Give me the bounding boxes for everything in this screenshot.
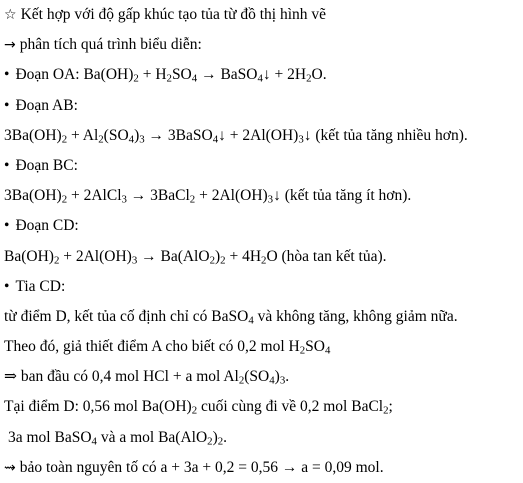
conclusion-text: bảo toàn nguyên tố có a + 3a + 0,2 = 0,56 → a = 0,09 mol. (19, 458, 384, 476)
segment-oa-line (4, 60, 519, 90)
segment-ab-label: Đoạn AB: (15, 96, 78, 114)
ray-cd-text-1: từ điểm D, kết tủa cố định chỉ có BaSO$_4$ và không tăng, không giảm nữa. (4, 307, 458, 327)
ray-cd-text-4: Tại điểm D: 0,56 mol $Ba(OH)_2$ cuối cùng đi về 0,2 mol BaCl$_2$; (4, 398, 393, 418)
right-arrow-icon: → (4, 37, 16, 54)
ray-cd-text-5: 3a mol BaSO$_4$ và a mol $Ba(AlO_2)_2$. (8, 428, 228, 448)
segment-ab-equation: $3Ba(OH)_2 + Al_2(SO_4)_3$ → 3BaSO$_4$↓ + $2Al(OH)_3↓$ (kết tủa tăng nhiều hơn). (4, 126, 468, 146)
intro-line (4, 0, 519, 30)
segment-bc-heading (4, 151, 519, 181)
ray-cd-heading (4, 272, 519, 302)
bullet-icon: • (4, 96, 10, 114)
segment-bc-label: Đoạn BC: (15, 156, 78, 174)
segment-cd-label: Đoạn CD: (15, 217, 79, 235)
segment-cd-heading (4, 211, 519, 241)
segment-ab-heading (4, 91, 519, 121)
squiggly-arrow-icon: ⇝ (4, 459, 16, 476)
analysis-line (4, 30, 519, 60)
bullet-icon: • (4, 66, 10, 84)
conclusion-line (4, 453, 519, 483)
bullet-icon: • (4, 217, 10, 235)
analysis-text: phân tích quá trình biểu diễn: (19, 36, 202, 54)
ray-cd-text-3: ⇒ ban đầu có 0,4 mol HCl + a mol $Al_2(SO_4)_3$. (4, 368, 290, 387)
intro-text: Kết hợp với độ gấp khúc tạo tủa từ đồ thị hình vẽ (20, 6, 327, 23)
star-outline-icon: ☆ (4, 7, 17, 23)
bullet-icon: • (4, 156, 10, 174)
segment-oa-equation: $Ba(OH)_2 + H_2SO_4$ → BaSO$_4$↓ + $2H_2O$. (83, 66, 327, 86)
ray-cd-label: Tia CD: (15, 277, 66, 295)
bullet-icon: • (4, 277, 10, 295)
segment-bc-equation: $3Ba(OH)_2$ + 2AlCl$_3$ → 3BaCl$_2$ + $2Al(OH)_3↓$ (kết tủa tăng ít hơn). (4, 187, 412, 206)
ray-cd-text-2: Theo đó, giả thiết điểm A cho biết có 0,2 mol $H_2SO_4$ (4, 338, 331, 357)
segment-oa-label: Đoạn OA: (15, 66, 80, 84)
segment-cd-equation: $Ba(OH)_2 + 2Al(OH)_3 \to Ba(AlO_2)_2 + 4H_2O$ (hòa tan kết tủa). (4, 247, 387, 267)
